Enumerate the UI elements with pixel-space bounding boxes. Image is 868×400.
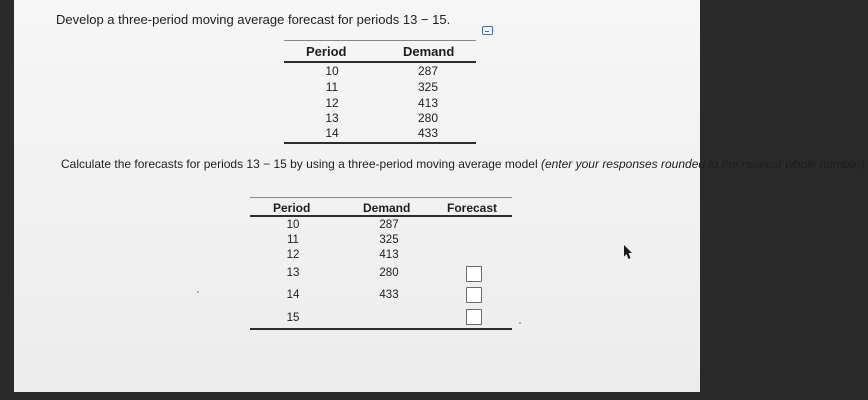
data-table-demand: 325	[417, 80, 439, 94]
forecast-table-header-rule	[250, 215, 512, 217]
data-table-period: 10	[325, 64, 339, 78]
data-table-header-period: Period	[306, 44, 347, 59]
instructions-end: .	[864, 157, 868, 171]
forecast-input-period-14[interactable]	[466, 287, 482, 303]
data-table-demand: 433	[417, 126, 439, 140]
forecast-table	[14, 190, 700, 340]
forecast-table-period: 13	[286, 267, 300, 279]
question-title: Develop a three-period moving average forecast for periods 13 − 15.	[56, 12, 451, 27]
forecast-table-demand: 433	[379, 289, 399, 301]
forecast-table-header-forecast: Forecast	[447, 201, 498, 215]
data-table-top-rule	[284, 40, 476, 41]
data-table-period: 13	[325, 111, 339, 125]
data-table-demand: 287	[417, 64, 439, 78]
mouse-pointer-icon	[621, 244, 635, 260]
forecast-table-bottom-rule	[250, 328, 512, 330]
forecast-table-header-period: Period	[273, 201, 311, 215]
speck	[197, 291, 199, 293]
instructions-rounding-note: (enter your responses rounded to the nearest whole number)	[540, 157, 865, 171]
forecast-input-period-13[interactable]	[466, 266, 482, 282]
forecast-table-period: 14	[286, 289, 300, 301]
data-table-period: 14	[325, 126, 339, 140]
speck	[519, 322, 521, 324]
forecast-table-header-demand: Demand	[363, 201, 411, 215]
forecast-table-period: 11	[287, 234, 299, 246]
forecast-table-demand: 287	[379, 219, 399, 231]
forecast-table-demand: 325	[379, 234, 399, 246]
forecast-input-period-15[interactable]	[466, 309, 482, 325]
data-table-period: 11	[325, 80, 339, 94]
instructions-main: Calculate the forecasts for periods 13 − 15 by using a three-period moving average model	[61, 157, 538, 171]
data-table	[14, 0, 700, 150]
forecast-table-period: 12	[286, 249, 300, 261]
forecast-table-period: 15	[286, 312, 300, 324]
question-page	[14, 0, 868, 392]
data-table-header-rule	[284, 61, 476, 63]
data-table-demand: 280	[417, 111, 439, 125]
data-table-period: 12	[325, 96, 339, 110]
data-table-header-demand: Demand	[403, 44, 455, 59]
forecast-table-demand: 280	[379, 267, 399, 279]
data-table-demand: 413	[417, 96, 439, 110]
forecast-table-top-rule	[250, 197, 512, 198]
data-table-bottom-rule	[284, 142, 476, 144]
forecast-table-period: 10	[286, 219, 300, 231]
forecast-table-demand: 413	[379, 249, 399, 261]
instructions-text	[61, 156, 868, 172]
